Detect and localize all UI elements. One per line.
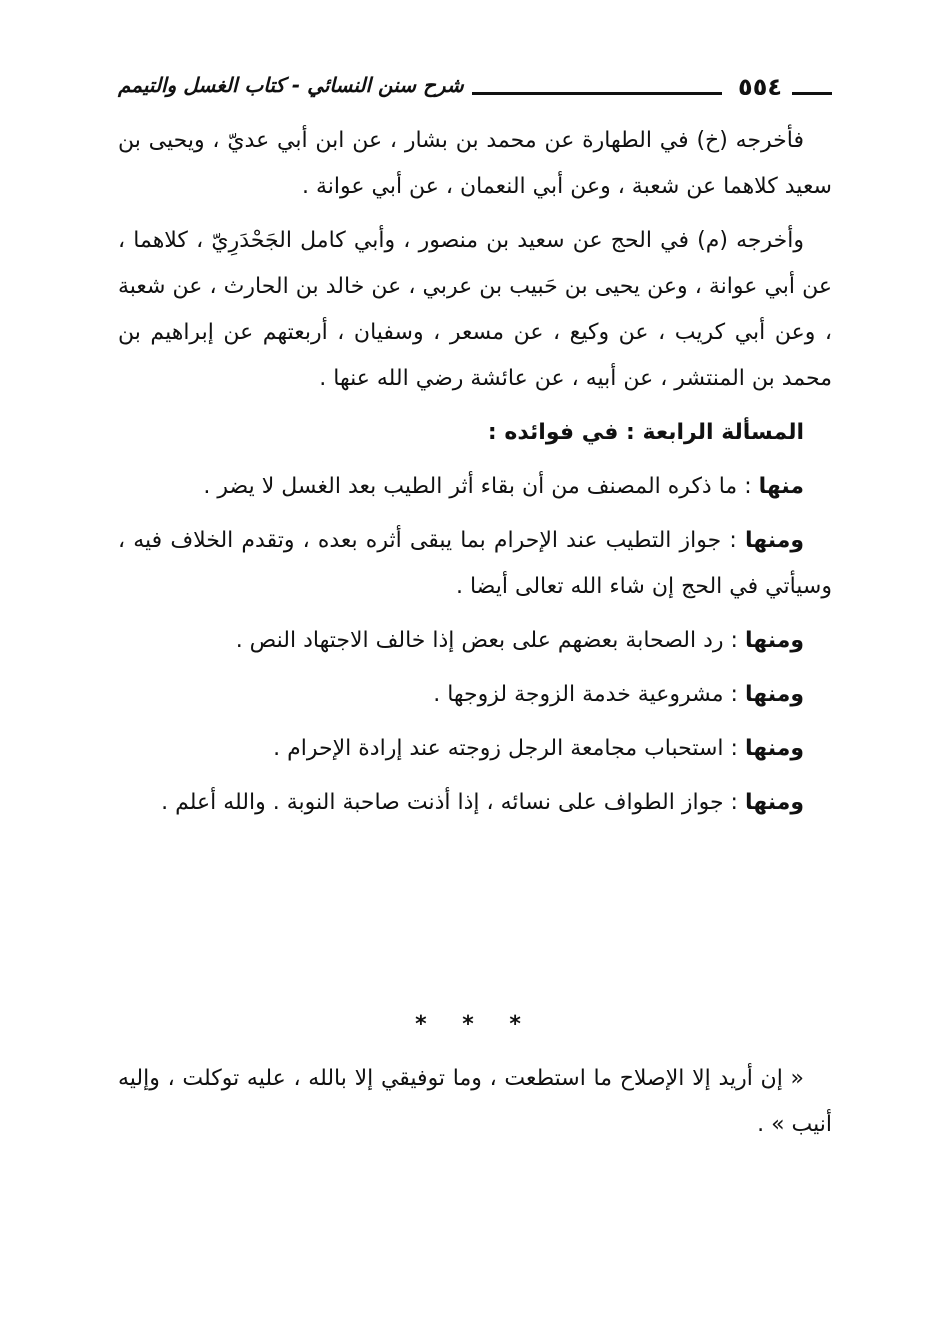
- running-title: شرح سنن النسائي - كتاب الغسل والتيمم: [118, 73, 464, 97]
- benefit-lead: منها: [758, 474, 804, 499]
- benefit-item: [118, 464, 832, 510]
- paragraph-text: وأخرجه (م) في الحج عن سعيد بن منصور ، وأبي كامل الجَحْدَرِيّ ، كلاهما ، عن أبي عوانة ، وعن يحيى بن حَبيب بن عربي ، عن خالد بن الحارث ، عن شعبة ، وعن أبي كريب ، عن وكيع ، عن مسعر ، وسفيان ، أربعتهم عن إبراهيم بن محمد بن المنتشر ، عن أبيه ، عن عائشة رضي الله عنها .: [118, 228, 832, 391]
- benefit-text: : رد الصحابة بعضهم على بعض إذا خالف الاجتهاد النص .: [235, 628, 745, 653]
- benefit-lead: ومنها: [744, 790, 804, 815]
- benefit-item: [118, 672, 832, 718]
- section-separator: * * *: [415, 1012, 535, 1037]
- paragraph: [118, 218, 832, 402]
- benefit-text: : استحباب مجامعة الرجل زوجته عند إرادة الإحرام .: [273, 736, 745, 761]
- main-text: [118, 118, 832, 834]
- running-header: [118, 70, 832, 110]
- benefit-text: : جواز الطواف على نسائه ، إذا أذنت صاحبة النوبة . والله أعلم .: [161, 790, 745, 815]
- benefit-item: [118, 618, 832, 664]
- benefit-lead: ومنها: [744, 736, 804, 761]
- benefit-item: [118, 518, 832, 610]
- page-number: ٥٥٤: [738, 73, 782, 101]
- section-heading-label: المسألة الرابعة: [642, 420, 804, 445]
- paragraph: [118, 118, 832, 210]
- paragraph-text: فأخرجه (خ) في الطهارة عن محمد بن بشار ، عن ابن أبي عديّ ، ويحيى بن سعيد كلاهما عن شعبة ، وعن أبي النعمان ، عن أبي عوانة .: [118, 128, 832, 199]
- benefit-lead: ومنها: [744, 528, 804, 553]
- benefit-lead: ومنها: [744, 682, 804, 707]
- closing-quote: « إن أريد إلا الإصلاح ما استطعت ، وما توفيقي إلا بالله ، عليه توكلت ، وإليه أنيب » .: [118, 1066, 832, 1137]
- section-heading-text: : في فوائده :: [487, 420, 643, 445]
- benefit-lead: ومنها: [744, 628, 804, 653]
- benefit-text: : جواز التطيب عند الإحرام بما يبقى أثره بعده ، وتقدم الخلاف فيه ، وسيأتي في الحج إن شاء الله تعالى أيضا .: [118, 528, 832, 599]
- header-rule-long: [472, 92, 722, 95]
- benefit-item: [118, 726, 832, 772]
- section-heading: [118, 410, 832, 456]
- benefit-text: : مشروعية خدمة الزوجة لزوجها .: [433, 682, 745, 707]
- header-rule-short: [792, 92, 832, 95]
- benefit-item: [118, 780, 832, 826]
- benefit-text: : ما ذكره المصنف من أن بقاء أثر الطيب بعد الغسل لا يضر .: [203, 474, 759, 499]
